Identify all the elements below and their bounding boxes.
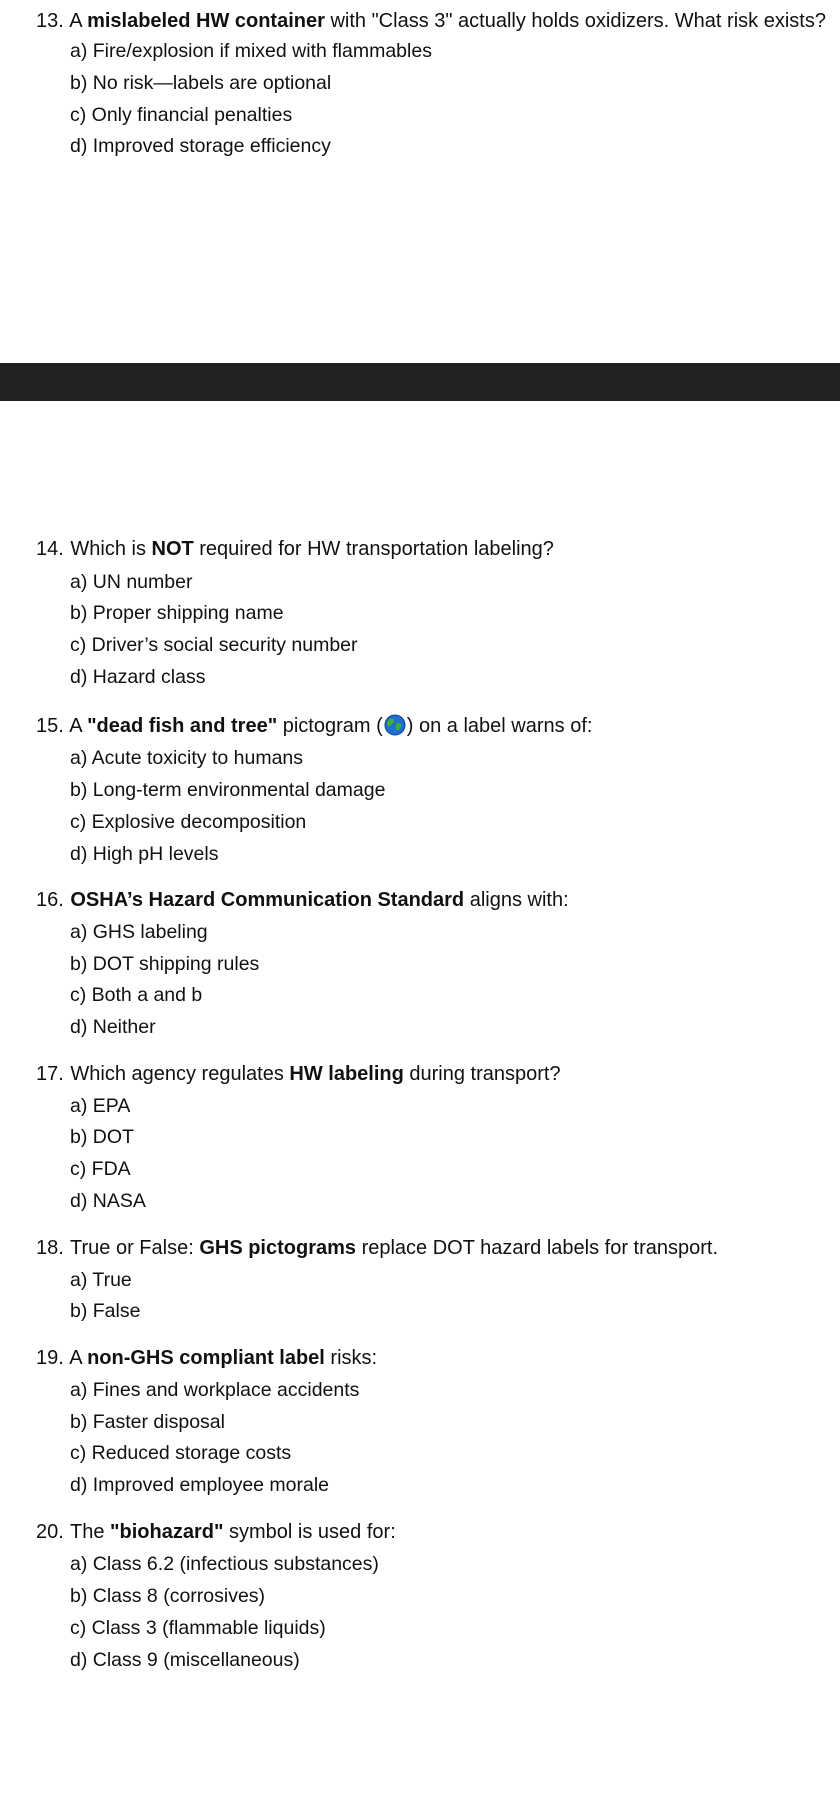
option-b: b) False: [70, 1300, 141, 1322]
option-a: a) Fines and workplace accidents: [70, 1379, 360, 1401]
option-d: d) High pH levels: [70, 843, 219, 865]
option-a: a) GHS labeling: [70, 921, 208, 943]
option-a: a) EPA: [70, 1095, 131, 1117]
option-c: c) Both a and b: [70, 984, 203, 1006]
option-d: d) Neither: [70, 1016, 156, 1038]
question-number: 15.: [36, 715, 64, 737]
question-text: 19. A non-GHS compliant label risks:: [36, 1347, 378, 1369]
question-number: 14.: [36, 538, 64, 560]
option-b: b) DOT: [70, 1126, 134, 1148]
question-text: 13. A mislabeled HW container with "Class 3" actually holds oxidizers. What risk exists?: [36, 10, 826, 32]
page-break-bar: [0, 363, 840, 401]
option-a: a) True: [70, 1269, 132, 1291]
option-c: c) Reduced storage costs: [70, 1442, 292, 1464]
option-b: b) Faster disposal: [70, 1411, 225, 1433]
question-number: 13.: [36, 10, 64, 32]
question-text: 15. A "dead fish and tree" pictogram ( ) on a label warns of:: [36, 715, 593, 737]
question-number: 18.: [36, 1237, 64, 1259]
question-text: 16. OSHA’s Hazard Communication Standard aligns with:: [36, 889, 569, 911]
question-text: 14. Which is NOT required for HW transportation labeling?: [36, 538, 554, 560]
option-a: a) Acute toxicity to humans: [70, 747, 304, 769]
option-b: b) No risk—labels are optional: [70, 72, 332, 94]
question-number: 16.: [36, 889, 64, 911]
option-c: c) Class 3 (flammable liquids): [70, 1617, 326, 1639]
option-d: d) Improved storage efficiency: [70, 135, 331, 157]
option-b: b) Proper shipping name: [70, 602, 284, 624]
question-number: 17.: [36, 1063, 64, 1085]
globe-icon: [384, 714, 406, 736]
question-text: 17. Which agency regulates HW labeling during transport?: [36, 1063, 561, 1085]
option-a: a) Class 6.2 (infectious substances): [70, 1553, 379, 1575]
option-c: c) FDA: [70, 1158, 131, 1180]
option-c: c) Driver’s social security number: [70, 634, 358, 656]
option-b: b) Long-term environmental damage: [70, 779, 386, 801]
option-c: c) Explosive decomposition: [70, 811, 307, 833]
option-b: b) Class 8 (corrosives): [70, 1585, 266, 1607]
question-number: 20.: [36, 1521, 64, 1543]
question-text: 20. The "biohazard" symbol is used for:: [36, 1521, 396, 1543]
option-c: c) Only financial penalties: [70, 104, 293, 126]
option-d: d) Improved employee morale: [70, 1474, 330, 1496]
option-b: b) DOT shipping rules: [70, 953, 260, 975]
option-d: d) NASA: [70, 1190, 146, 1212]
option-d: d) Class 9 (miscellaneous): [70, 1649, 300, 1671]
option-a: a) UN number: [70, 571, 193, 593]
option-d: d) Hazard class: [70, 666, 206, 688]
question-number: 19.: [36, 1347, 64, 1369]
option-a: a) Fire/explosion if mixed with flammables: [70, 40, 432, 62]
question-text: 18. True or False: GHS pictograms replace DOT hazard labels for transport.: [36, 1237, 719, 1259]
